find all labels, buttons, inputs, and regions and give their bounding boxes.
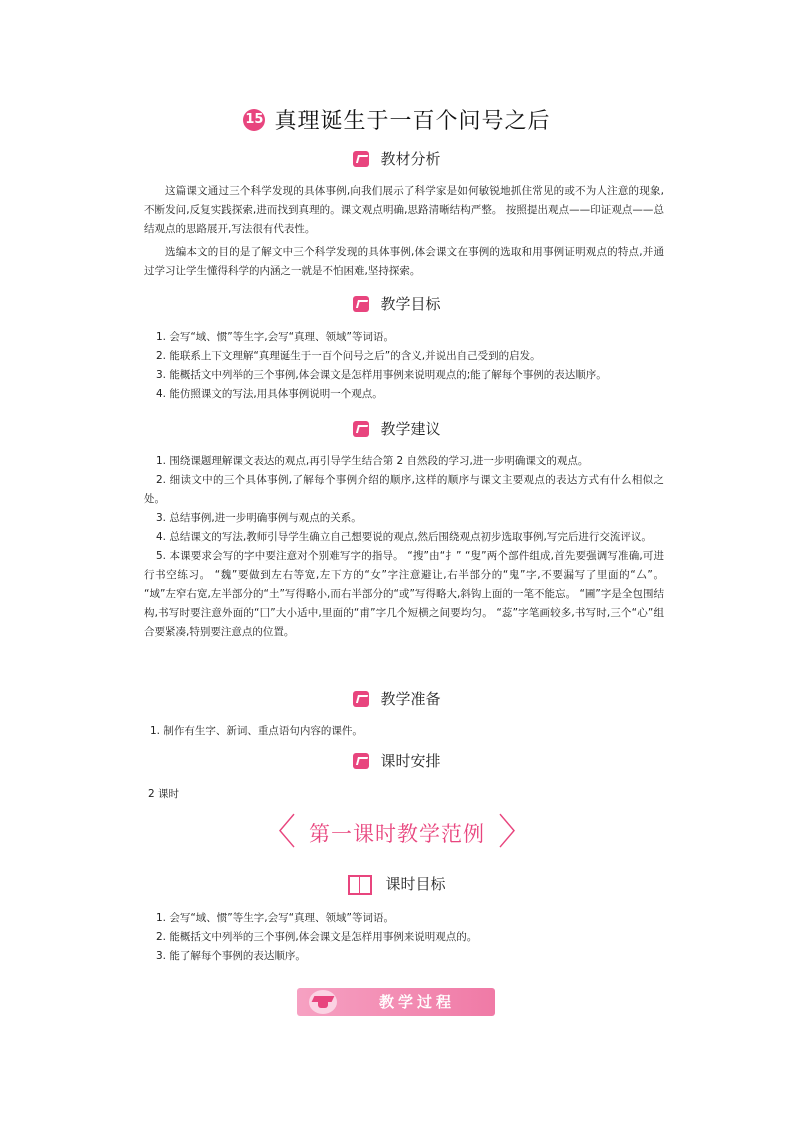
right-bracket-icon: 〉 <box>498 812 535 853</box>
list-item: 1. 会写“域、惯”等生字,会写“真理、领域”等词语。 <box>156 912 394 924</box>
section-heading-suggestions <box>0 418 794 440</box>
example-banner <box>0 812 794 853</box>
preparation-list <box>138 722 658 741</box>
section-heading-goals <box>0 293 794 315</box>
list-item: 2. 能联系上下文理解“真理诞生于一百个问号之后”的含义,并说出自己受到的启发。 <box>156 350 541 362</box>
list-item: 3. 能概括文中列举的三个事例,体会课文是怎样用事例来说明观点的;能了解每个事例的表达顺序。 <box>156 369 607 381</box>
section-heading-text: 教学目标 <box>380 295 441 313</box>
lesson-title-text: 真理诞生于一百个问号之后 <box>274 109 551 134</box>
graduation-cap-icon <box>309 990 337 1014</box>
teaching-process-label: 教学过程 <box>378 993 455 1011</box>
section-heading-text: 教材分析 <box>380 150 441 168</box>
lesson-title <box>0 104 794 135</box>
suggestions-list <box>144 452 664 642</box>
list-item: 2. 细读文中的三个具体事例,了解每个事例介绍的顺序,这样的顺序与课文主要观点的表达方式有什么相似之处。 <box>144 474 664 505</box>
example-banner-text: 第一课时教学范例 <box>309 822 485 846</box>
flag-icon <box>353 421 369 437</box>
book-icon <box>348 875 372 893</box>
list-item: 1. 围绕课题理解课文表达的观点,再引导学生结合第 2 自然段的学习,进一步明确课文的观点。 <box>156 455 589 467</box>
section-heading-text: 教学准备 <box>380 690 441 708</box>
list-item: 1. 会写“域、惯”等生字,会写“真理、领域”等词语。 <box>156 331 394 343</box>
analysis-paragraph: 这篇课文通过三个科学发现的具体事例,向我们展示了科学家是如何敏锐地抓住常见的或不为人注意的现象,不断发问,反复实践探索,进而找到真理的。课文观点明确,思路清晰结构严整。 按照提出观点——印证观点——总结观点的思路展开,写法很有代表性。 <box>144 185 664 235</box>
section-heading-text: 课时安排 <box>380 752 441 770</box>
flag-icon <box>353 691 369 707</box>
analysis-paragraph: 选编本文的目的是了解文中三个科学发现的具体事例,体会课文在事例的选取和用事例证明观点的特点,并通过学习让学生懂得科学的内涵之一就是不怕困难,坚持探索。 <box>144 246 664 277</box>
left-bracket-icon: 〈 <box>259 812 296 853</box>
section-heading-analysis <box>0 148 794 170</box>
section-heading-schedule <box>0 750 794 772</box>
section-heading-preparation <box>0 688 794 710</box>
section-heading-lesson-goals <box>0 873 794 894</box>
section-heading-text: 课时目标 <box>385 875 446 893</box>
flag-icon <box>353 151 369 167</box>
list-item: 1. 制作有生字、新词、重点语句内容的课件。 <box>150 725 363 737</box>
section-heading-text: 教学建议 <box>380 420 441 438</box>
goals-list <box>144 328 664 404</box>
lesson-number-badge: 15 <box>243 109 265 131</box>
list-item: 4. 能仿照课文的写法,用具体事例说明一个观点。 <box>156 388 383 400</box>
flag-icon <box>353 296 369 312</box>
list-item: 4. 总结课文的写法,教师引导学生确立自己想要说的观点,然后围绕观点初步选取事例,写完后进行交流评议。 <box>156 531 652 543</box>
lesson-goals-list <box>144 909 664 966</box>
teaching-process-bar <box>297 988 495 1016</box>
flag-icon <box>353 753 369 769</box>
list-item: 5. 本课要求会写的字中要注意对个别难写字的指导。 “搜”由“扌” “叟”两个部件组成,首先要强调写准确,可进行书空练习。 “魏”要做到左右等宽,左下方的“女”字注意避让,右半部分的“鬼”字,不要漏写了里面的“厶”。 “域”左窄右宽,左半部分的“土”写得略小,而右半部分的“或”写得略大,斜钩上面的一笔不能忘。 “圃”字是全包围结构,书写时要注意外面的“囗”大小适中,里面的“甫”字几个短横之间要均匀。 “蕊”字笔画较多,书写时,三个“心”组合要紧凑,特别要注意点的位置。 <box>144 550 664 638</box>
list-item: 3. 总结事例,进一步明确事例与观点的关系。 <box>156 512 362 524</box>
list-item: 3. 能了解每个事例的表达顺序。 <box>156 950 306 962</box>
list-item: 2. 能概括文中列举的三个事例,体会课文是怎样用事例来说明观点的。 <box>156 931 478 943</box>
schedule-text: 2 课时 <box>148 788 180 800</box>
